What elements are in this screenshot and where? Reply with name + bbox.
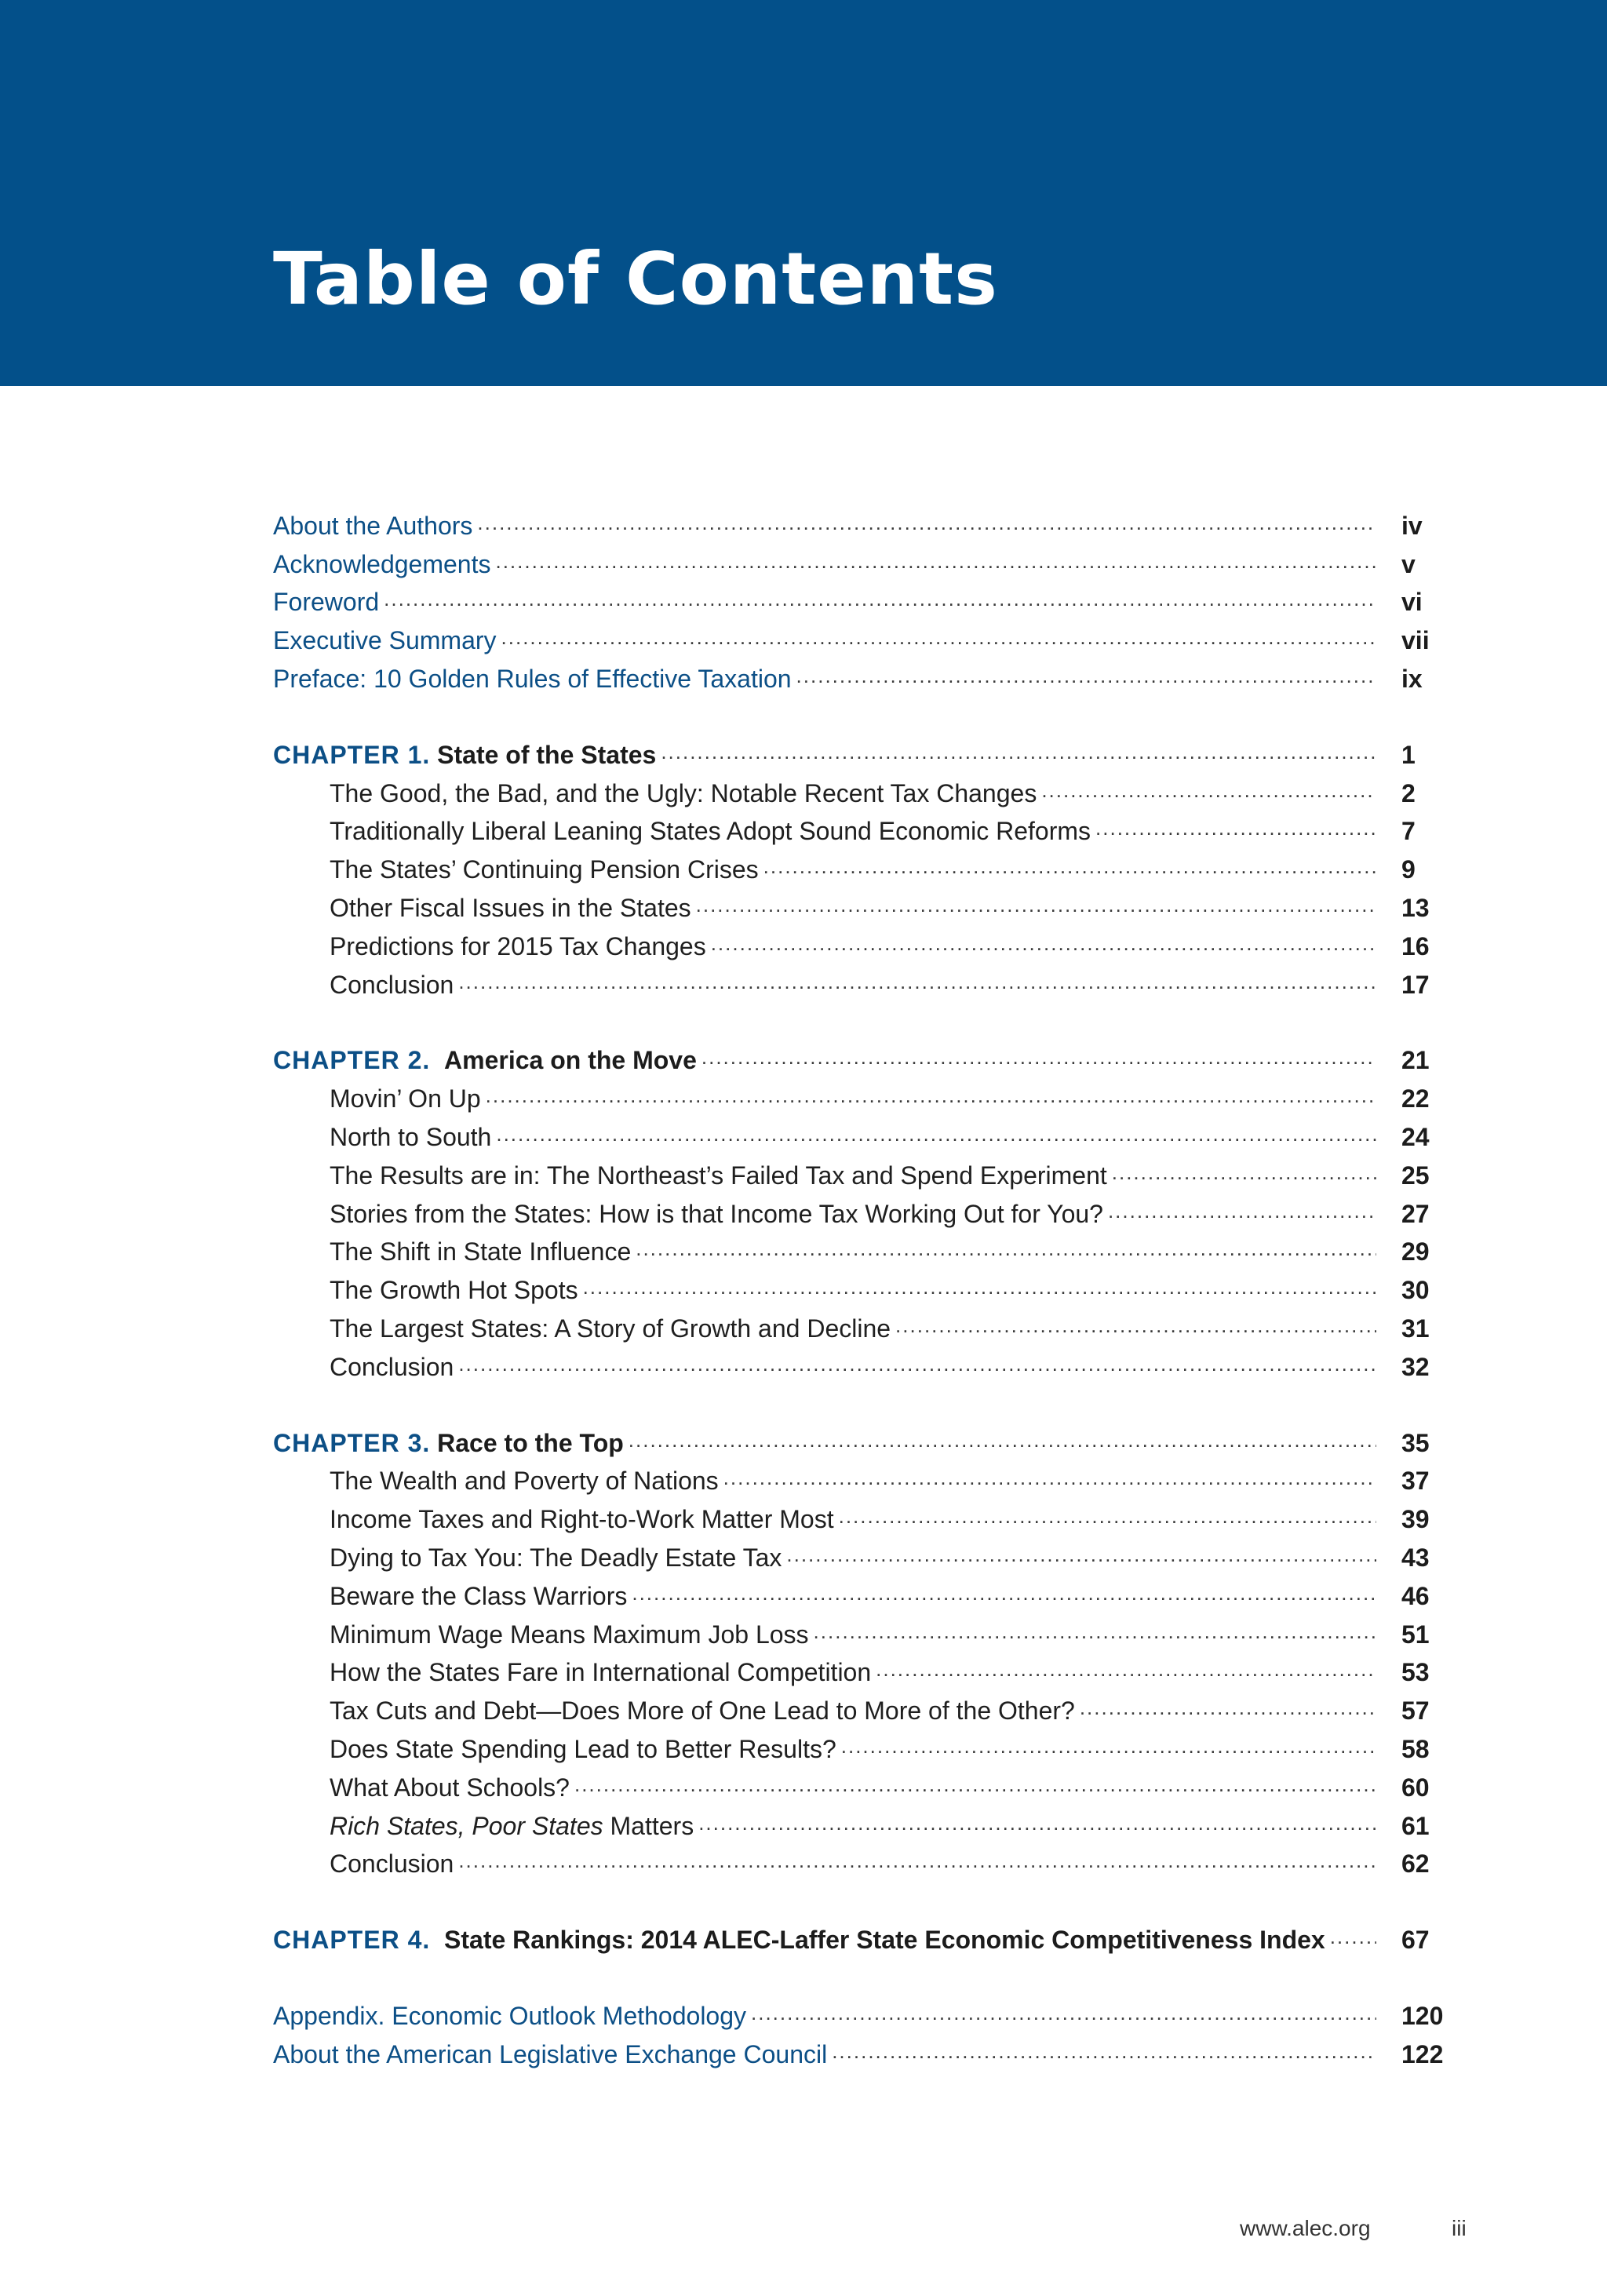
- entry-title: The Good, the Bad, and the Ugly: Notable Recent Tax Changes: [330, 778, 1037, 807]
- toc-entry[interactable]: [273, 1616, 1450, 1654]
- entry-page-number: vi: [1401, 588, 1423, 617]
- entry-page-number: 22: [1401, 1084, 1430, 1113]
- toc-entry-preface[interactable]: [273, 660, 1450, 698]
- chapter-title: Race to the Top: [437, 1428, 624, 1457]
- dot-leader: [1108, 1201, 1376, 1229]
- chapter-label: CHAPTER 3.: [273, 1428, 431, 1457]
- chapter-title: America on the Move: [444, 1046, 697, 1075]
- toc-chapter-2[interactable]: [273, 1042, 1450, 1081]
- section-gap: [273, 1004, 1450, 1042]
- entry-title: Predictions for 2015 Tax Changes: [330, 931, 706, 960]
- dot-leader: [636, 1238, 1376, 1266]
- dot-leader: [501, 627, 1376, 655]
- entry-title: Conclusion: [330, 1352, 454, 1381]
- entry-page-number: 7: [1401, 817, 1416, 846]
- toc-entry-acknowledgements[interactable]: [273, 545, 1450, 584]
- toc-entry[interactable]: [273, 813, 1450, 851]
- chapter-title: State of the States: [437, 740, 657, 769]
- toc-entry[interactable]: [273, 1539, 1450, 1577]
- entry-page-number: 46: [1401, 1581, 1430, 1610]
- toc-entry[interactable]: [273, 1157, 1450, 1195]
- dot-leader: [1080, 1697, 1376, 1726]
- toc-entry-appendix[interactable]: [273, 1997, 1450, 2035]
- footer-website: www.alec.org: [1240, 2216, 1371, 2240]
- dot-leader: [495, 551, 1376, 579]
- entry-page-number: 58: [1401, 1735, 1430, 1763]
- entry-page-number: 25: [1401, 1161, 1430, 1190]
- dot-leader: [832, 2041, 1376, 2069]
- entry-title: Does State Spending Lead to Better Results?: [330, 1735, 836, 1763]
- entry-page-number: 29: [1401, 1237, 1430, 1266]
- entry-title: Beware the Class Warriors: [330, 1581, 628, 1610]
- entry-title: Conclusion: [330, 1850, 454, 1879]
- entry-page-number: 31: [1401, 1314, 1430, 1343]
- dot-leader: [496, 1124, 1376, 1152]
- toc-entry[interactable]: [273, 1654, 1450, 1693]
- entry-page-number: 9: [1401, 855, 1416, 884]
- entry-title: The Shift in State Influence: [330, 1237, 632, 1266]
- entry-title: Stories from the States: How is that Income Tax Working Out for You?: [330, 1199, 1103, 1228]
- entry-title: Acknowledgements: [273, 549, 491, 578]
- toc-chapter-3[interactable]: [273, 1424, 1450, 1463]
- dot-leader: [786, 1544, 1376, 1573]
- entry-title: Income Taxes and Right-to-Work Matter Most: [330, 1505, 834, 1534]
- entry-page-number: 30: [1401, 1276, 1430, 1305]
- entry-title: Foreword: [273, 588, 380, 617]
- toc-entry[interactable]: [273, 1080, 1450, 1118]
- entry-page-number: 2: [1401, 778, 1416, 807]
- entry-page-number: 61: [1401, 1811, 1430, 1840]
- entry-page-number: 39: [1401, 1505, 1430, 1534]
- entry-title: The States’ Continuing Pension Crises: [330, 855, 759, 884]
- toc-entry-about-alec[interactable]: [273, 2035, 1450, 2074]
- entry-page-number: 21: [1401, 1046, 1430, 1075]
- dot-leader: [583, 1277, 1376, 1305]
- entry-page-number: 1: [1401, 740, 1416, 769]
- dot-leader: [1112, 1162, 1376, 1190]
- entry-page-number: ix: [1401, 665, 1423, 694]
- entry-page-number: 67: [1401, 1926, 1430, 1955]
- entry-page-number: 122: [1401, 2039, 1444, 2068]
- entry-title: Preface: 10 Golden Rules of Effective Taxation: [273, 665, 792, 694]
- entry-title: The Wealth and Poverty of Nations: [330, 1467, 719, 1496]
- toc-entry[interactable]: [273, 1348, 1450, 1387]
- toc-entry[interactable]: [273, 1500, 1450, 1539]
- dot-leader: [796, 665, 1376, 694]
- toc-entry-foreword[interactable]: [273, 584, 1450, 622]
- entry-title: The Growth Hot Spots: [330, 1276, 578, 1305]
- toc-entry[interactable]: [273, 1310, 1450, 1348]
- entry-title: Other Fiscal Issues in the States: [330, 894, 691, 923]
- entry-title: Minimum Wage Means Maximum Job Loss: [330, 1620, 809, 1649]
- entry-page-number: 32: [1401, 1352, 1430, 1381]
- toc-entry[interactable]: [273, 1692, 1450, 1730]
- entry-title: Dying to Tax You: The Deadly Estate Tax: [330, 1543, 782, 1573]
- toc-entry[interactable]: [273, 889, 1450, 928]
- toc-entry[interactable]: [273, 774, 1450, 813]
- dot-leader: [895, 1315, 1376, 1343]
- entry-page-number: iv: [1401, 511, 1423, 540]
- entry-page-number: 43: [1401, 1543, 1430, 1573]
- toc-entry[interactable]: [273, 1769, 1450, 1807]
- toc-entry[interactable]: [273, 1271, 1450, 1310]
- toc-entry[interactable]: [273, 1730, 1450, 1769]
- chapter-label: CHAPTER 4.: [273, 1926, 431, 1955]
- toc-chapter-1[interactable]: [273, 736, 1450, 774]
- dot-leader: [711, 933, 1376, 961]
- dot-leader: [841, 1736, 1376, 1764]
- section-gap: [273, 698, 1450, 736]
- chapter-label: CHAPTER 2.: [273, 1046, 431, 1075]
- entry-title-italic: Rich States, Poor States: [330, 1811, 603, 1840]
- dot-leader: [384, 589, 1376, 617]
- dot-leader: [1095, 818, 1376, 846]
- toc-entry[interactable]: [273, 1463, 1450, 1501]
- section-gap: [273, 1959, 1450, 1997]
- dot-leader: [458, 1850, 1376, 1879]
- dot-leader: [661, 742, 1376, 770]
- entry-title: Executive Summary: [273, 626, 497, 655]
- dot-leader: [477, 512, 1376, 541]
- toc-entry[interactable]: [273, 851, 1450, 889]
- entry-title: Traditionally Liberal Leaning States Adopt Sound Economic Reforms: [330, 817, 1091, 846]
- toc-entry[interactable]: [273, 1846, 1450, 1884]
- toc-entry-executive-summary[interactable]: [273, 621, 1450, 660]
- toc-chapter-4[interactable]: [273, 1921, 1450, 1959]
- dot-leader: [876, 1659, 1376, 1687]
- entry-page-number: 120: [1401, 2001, 1444, 2030]
- table-of-contents: [273, 507, 1450, 2074]
- entry-page-number: 27: [1401, 1199, 1430, 1228]
- dot-leader: [632, 1583, 1376, 1611]
- dot-leader: [723, 1467, 1376, 1496]
- dot-leader: [751, 2003, 1376, 2031]
- footer-page-number: iii: [1452, 2216, 1467, 2240]
- entry-title: Conclusion: [330, 970, 454, 999]
- toc-entry[interactable]: [273, 966, 1450, 1004]
- entry-page-number: 51: [1401, 1620, 1430, 1649]
- entry-page-number: 16: [1401, 931, 1430, 960]
- dot-leader: [701, 1047, 1376, 1075]
- section-gap: [273, 1883, 1450, 1921]
- entry-title: About the American Legislative Exchange Council: [273, 2039, 828, 2068]
- entry-title: North to South: [330, 1123, 492, 1152]
- entry-page-number: 60: [1401, 1773, 1430, 1802]
- toc-entry-about-authors[interactable]: [273, 507, 1450, 545]
- entry-page-number: 57: [1401, 1696, 1430, 1726]
- page-title: Table of Contents: [273, 237, 998, 321]
- entry-title: Tax Cuts and Debt—Does More of One Lead to More of the Other?: [330, 1696, 1075, 1726]
- dot-leader: [814, 1621, 1376, 1649]
- entry-page-number: 62: [1401, 1850, 1430, 1879]
- header-band: [0, 0, 1607, 386]
- entry-page-number: 13: [1401, 894, 1430, 923]
- section-gap: [273, 1387, 1450, 1424]
- entry-title: Movin’ On Up: [330, 1084, 481, 1113]
- entry-title: Appendix. Economic Outlook Methodology: [273, 2001, 747, 2030]
- dot-leader: [458, 1354, 1376, 1382]
- entry-page-number: 24: [1401, 1123, 1430, 1152]
- dot-leader: [698, 1813, 1376, 1841]
- entry-title: The Results are in: The Northeast’s Failed Tax and Spend Experiment: [330, 1161, 1107, 1190]
- dot-leader: [574, 1774, 1376, 1802]
- dot-leader: [486, 1085, 1376, 1113]
- dot-leader: [1330, 1926, 1376, 1955]
- entry-title: About the Authors: [273, 511, 473, 540]
- toc-entry[interactable]: [273, 1195, 1450, 1234]
- dot-leader: [629, 1430, 1376, 1458]
- entry-page-number: 37: [1401, 1467, 1430, 1496]
- entry-page-number: 17: [1401, 970, 1430, 999]
- chapter-label: CHAPTER 1.: [273, 740, 431, 769]
- dot-leader: [839, 1506, 1376, 1534]
- toc-entry[interactable]: [273, 928, 1450, 966]
- toc-entry[interactable]: [273, 1234, 1450, 1272]
- chapter-title: State Rankings: 2014 ALEC-Laffer State Economic Competitiveness Index: [444, 1926, 1325, 1955]
- dot-leader: [1041, 780, 1376, 808]
- entry-title: What About Schools?: [330, 1773, 570, 1802]
- dot-leader: [696, 895, 1376, 923]
- dot-leader: [458, 971, 1376, 1000]
- entry-page-number: vii: [1401, 626, 1430, 655]
- dot-leader: [763, 856, 1376, 884]
- toc-entry[interactable]: [273, 1807, 1450, 1846]
- toc-entry[interactable]: [273, 1118, 1450, 1157]
- entry-page-number: v: [1401, 549, 1416, 578]
- toc-entry[interactable]: [273, 1577, 1450, 1616]
- entry-title: Matters: [603, 1811, 694, 1840]
- entry-page-number: 53: [1401, 1658, 1430, 1687]
- entry-title: The Largest States: A Story of Growth and Decline: [330, 1314, 891, 1343]
- entry-page-number: 35: [1401, 1428, 1430, 1457]
- entry-title: How the States Fare in International Competition: [330, 1658, 872, 1687]
